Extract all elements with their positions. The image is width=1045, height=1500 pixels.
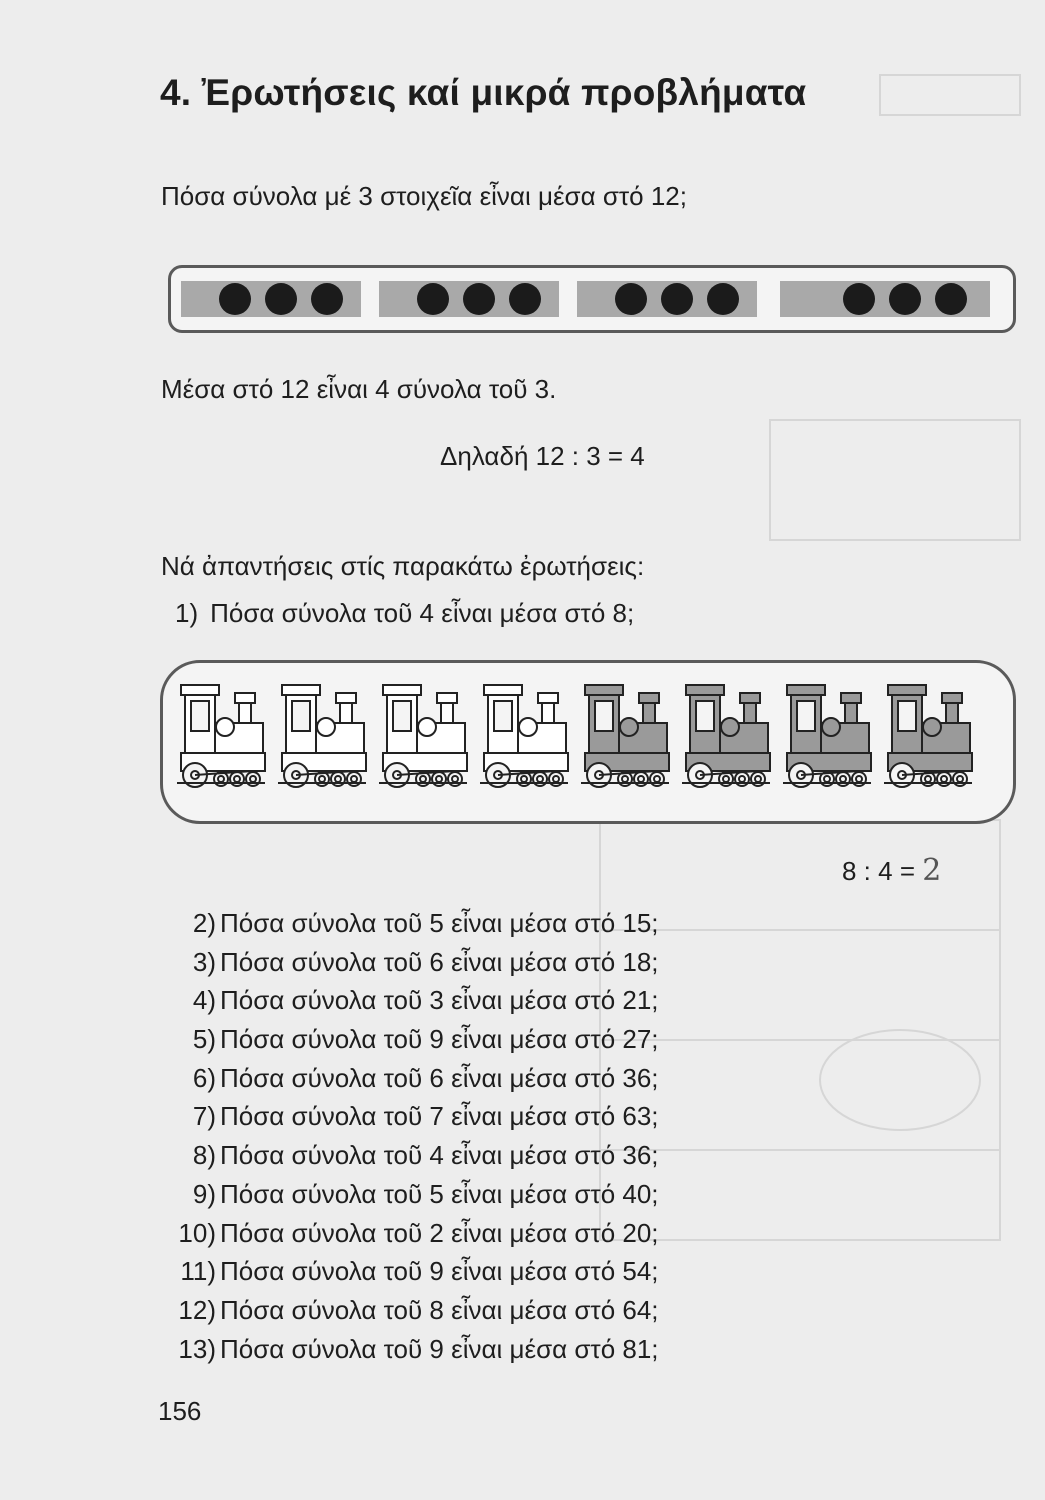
question-text: Πόσα σύνολα τοῦ 9 εἶναι μέσα στό 54; <box>220 1256 659 1287</box>
question-number: 13) <box>178 1333 216 1364</box>
train-icon <box>882 679 974 799</box>
question-item <box>158 1097 659 1136</box>
first-answer <box>842 853 941 888</box>
question-item <box>158 943 659 982</box>
question-number: 12) <box>178 1294 216 1325</box>
section-title: 4. Ἐρωτήσεις καί μικρά προβλήματα <box>160 72 807 113</box>
question-item <box>158 1252 659 1291</box>
dot <box>311 283 343 315</box>
question-number: 3) <box>192 946 216 977</box>
question-number: 11) <box>180 1256 216 1287</box>
question-text: Πόσα σύνολα τοῦ 4 εἶναι μέσα στό 36; <box>220 1140 659 1171</box>
dot <box>843 283 875 315</box>
question-item <box>158 1291 659 1330</box>
question-item <box>158 1175 659 1214</box>
question-item <box>158 1214 659 1253</box>
question-number: 10) <box>178 1217 216 1248</box>
dot <box>463 283 495 315</box>
dot-group <box>780 281 990 317</box>
question-text: Πόσα σύνολα τοῦ 7 εἶναι μέσα στό 63; <box>220 1101 659 1132</box>
question-number: 4) <box>192 985 216 1016</box>
question-1 <box>175 598 634 629</box>
question-text: Πόσα σύνολα τοῦ 2 εἶναι μέσα στό 20; <box>220 1217 659 1248</box>
instruction: Νά ἀπαντήσεις στίς παρακάτω ἐρωτήσεις: <box>161 551 645 581</box>
question-item <box>158 1059 659 1098</box>
equation: Δηλαδή 12 : 3 = 4 <box>440 441 645 471</box>
train-icon <box>478 679 570 799</box>
question-number: 8) <box>192 1140 216 1171</box>
question-number: 7) <box>192 1101 216 1132</box>
question-text: Πόσα σύνολα τοῦ 3 εἶναι μέσα στό 21; <box>220 985 659 1016</box>
question-list <box>158 904 659 1368</box>
handwritten-answer: 2 <box>922 853 942 888</box>
question-text: Πόσα σύνολα τοῦ 8 εἶναι μέσα στό 64; <box>220 1294 659 1325</box>
train-icon <box>680 679 772 799</box>
question-item <box>158 1330 659 1369</box>
question-item <box>158 1136 659 1175</box>
dots-illustration <box>168 265 1016 333</box>
dot <box>707 283 739 315</box>
intro-question: Πόσα σύνολα μέ 3 στοιχεῖα εἶναι μέσα στό 12; <box>161 181 687 211</box>
dot <box>417 283 449 315</box>
question-number: 2) <box>192 908 216 938</box>
question-item <box>158 981 659 1020</box>
dot <box>889 283 921 315</box>
question-item <box>158 1020 659 1059</box>
statement: Μέσα στό 12 εἶναι 4 σύνολα τοῦ 3. <box>161 374 557 404</box>
question-number: 9) <box>192 1178 216 1209</box>
trains-illustration <box>160 660 1016 824</box>
train-icon <box>579 679 671 799</box>
train-icon <box>276 679 368 799</box>
page-number: 156 <box>158 1396 202 1426</box>
question-text: Πόσα σύνολα τοῦ 9 εἶναι μέσα στό 27; <box>220 1024 659 1055</box>
dot <box>265 283 297 315</box>
dot <box>661 283 693 315</box>
question-number: 5) <box>192 1024 216 1055</box>
question-number: 1) <box>175 598 199 628</box>
question-text: Πόσα σύνολα τοῦ 5 εἶναι μέσα στό 40; <box>220 1178 659 1209</box>
question-text: Πόσα σύνολα τοῦ 6 εἶναι μέσα στό 18; <box>220 946 659 977</box>
train-icon <box>781 679 873 799</box>
train-icon <box>175 679 267 799</box>
dot <box>935 283 967 315</box>
answer-expression: 8 : 4 = <box>842 856 915 886</box>
question-text: Πόσα σύνολα τοῦ 6 εἶναι μέσα στό 36; <box>220 1062 659 1093</box>
question-text: Πόσα σύνολα τοῦ 9 εἶναι μέσα στό 81; <box>220 1333 659 1364</box>
question-number: 6) <box>192 1062 216 1093</box>
question-text: Πόσα σύνολα τοῦ 4 εἶναι μέσα στό 8; <box>210 598 635 628</box>
dot-group <box>379 281 559 317</box>
dot-group <box>181 281 361 317</box>
train-icon <box>377 679 469 799</box>
dot-group <box>577 281 757 317</box>
question-item <box>158 904 659 943</box>
dot <box>509 283 541 315</box>
dot <box>615 283 647 315</box>
dot <box>219 283 251 315</box>
question-text: Πόσα σύνολα τοῦ 5 εἶναι μέσα στό 15; <box>220 908 659 938</box>
